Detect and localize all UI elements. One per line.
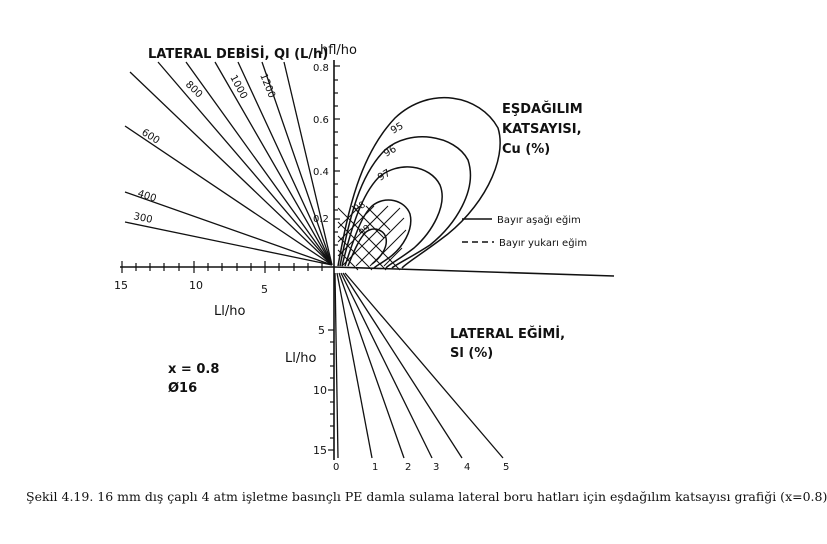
flow-line-c <box>238 62 332 265</box>
flow-line-d <box>284 62 332 265</box>
top-axis-ticks <box>334 66 340 245</box>
slope-label-2: 2 <box>405 462 412 473</box>
left-tick-15: 15 <box>114 279 128 292</box>
flow-line-b <box>186 62 332 265</box>
flow-label-600: 600 <box>139 127 162 147</box>
left-tick-10: 10 <box>189 279 203 292</box>
contour-label-98: 98 <box>352 200 368 215</box>
top-tick-0-6: 0.6 <box>313 115 329 126</box>
figure-caption: Şekil 4.19. 16 mm dış çaplı 4 atm işletme basınçlı PE damla sulama lateral boru hatları için eşdağılım katsayısı grafiği (x=0.8) <box>26 489 827 504</box>
lateral-flow-title: LATERAL DEBİSİ, Ql (L/h) <box>148 47 329 62</box>
slope-title-line2: Sl (%) <box>450 346 494 361</box>
bottom-axis-label: Ll/ho <box>285 351 317 366</box>
flow-label-400: 400 <box>136 188 158 205</box>
slope-title-line1: LATERAL EĞİMİ, <box>450 327 566 342</box>
param-x: x = 0.8 <box>168 362 220 377</box>
uniformity-title-line2: KATSAYISI, <box>502 122 582 137</box>
slope-line-0 <box>335 273 338 458</box>
left-axis-label: Ll/ho <box>214 304 246 319</box>
slope-line-4 <box>343 273 462 458</box>
top-tick-0-8: 0.8 <box>313 63 329 74</box>
bottom-tick-10: 10 <box>313 384 327 397</box>
param-diameter: Ø16 <box>168 381 198 396</box>
legend <box>462 214 587 249</box>
flow-label-800: 800 <box>182 79 205 101</box>
slope-line-2 <box>339 273 404 458</box>
contour-label-96: 96 <box>382 143 399 160</box>
legend-uphill-label: Bayır yukarı eğim <box>499 238 588 249</box>
top-axis-label: hfl/ho <box>320 43 358 58</box>
bottom-tick-5: 5 <box>318 324 325 337</box>
slope-label-3: 3 <box>433 462 440 473</box>
slope-label-0: 0 <box>333 462 340 473</box>
slope-label-4: 4 <box>464 462 471 473</box>
uniformity-title-line1: EŞDAĞILIM <box>502 102 583 117</box>
bottom-axis-ticks <box>328 330 334 450</box>
slope-line-5 <box>345 273 503 458</box>
flow-line-800 <box>130 72 332 265</box>
lateral-flow-lines <box>125 62 332 265</box>
top-tick-0-2: 0.2 <box>313 214 329 225</box>
legend-downhill-label: Bayır aşağı eğim <box>497 215 581 226</box>
contour-label-97: 97 <box>376 167 393 184</box>
contour-label-99: 99 <box>357 223 373 239</box>
slope-label-1: 1 <box>372 462 379 473</box>
contour-97 <box>342 167 442 268</box>
flow-label-1200: 1200 <box>257 72 277 100</box>
slope-label-5: 5 <box>503 462 510 473</box>
flow-label-300: 300 <box>132 211 154 226</box>
bottom-tick-15: 15 <box>313 444 327 457</box>
left-tick-5: 5 <box>261 283 268 296</box>
top-tick-0-4: 0.4 <box>313 167 329 178</box>
flow-label-1000: 1000 <box>227 73 250 101</box>
contour-label-95: 95 <box>389 120 406 137</box>
horizontal-axis-right <box>334 267 614 276</box>
uniformity-title-line3: Cu (%) <box>502 142 551 157</box>
slope-lines <box>335 273 503 458</box>
